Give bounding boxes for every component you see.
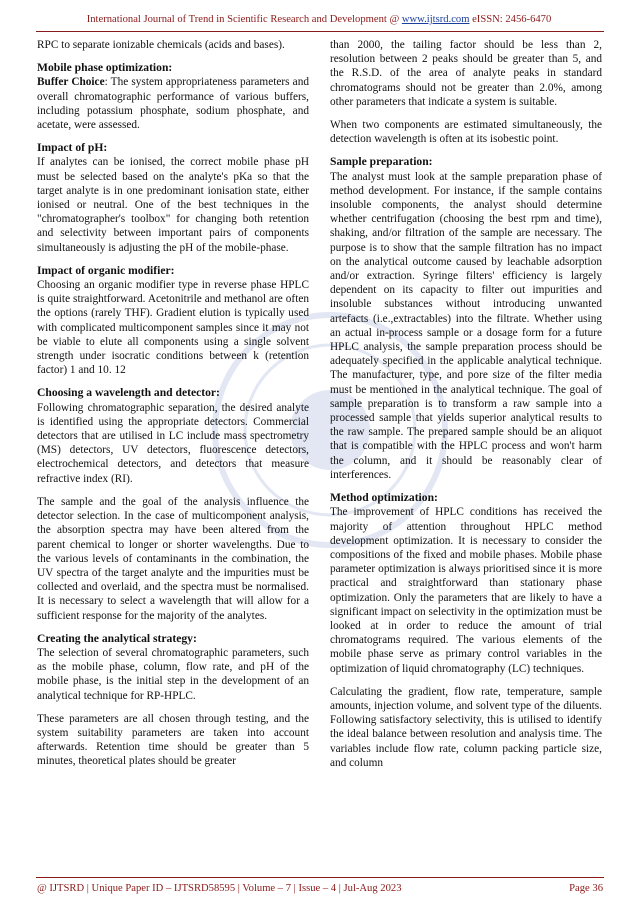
issn: eISSN: 2456-6470 xyxy=(469,14,552,25)
paragraph: Choosing an organic modifier type in reverse phase HPLC is quite straightforward. Acetonitrile and methanol are often the options (rarely THF). Gradient elution is typically used with complicated multicomponent samples since it may not be viable to elute all components using a single solvent strength under isocratic conditions between k (retention factor) 1 and 10. 12 xyxy=(37,279,309,377)
paragraph: The sample and the goal of the analysis influence the detector selection. In the case of multicomponent analysis, the absorption spectra may have been altered from the parent chemical to longer or shorter wavelengths. Due to the various levels of contaminants in the combination, the UV spectra of the target analyte and the impurities must be collected and overlaid, and the spectra must be normalised. It is necessary to select a wavelength that will allow for a sufficient response for the majority of the analytes. xyxy=(37,495,309,622)
footer-divider xyxy=(36,877,604,878)
running-footer xyxy=(37,883,603,894)
paragraph: The selection of several chromatographic parameters, such as the mobile phase, column, flow rate, and pH of the mobile phase, is the initial step in the development of an analytical technique for RP-HPLC. xyxy=(37,646,309,702)
page-number: Page 36 xyxy=(569,883,603,894)
section-heading: Choosing a wavelength and detector: xyxy=(37,386,220,400)
paragraph: RPC to separate ionizable chemicals (acids and bases). xyxy=(37,39,285,51)
paragraph: The analyst must look at the sample preparation phase of method development. For instance, if the sample contains insoluble components, the analyst should determine whether centrifugation (choosing the best rpm and time), shaking, and/or filtration of the sample are necessary. The purpose is to show that the sample filtration has no impact on the analytical outcome caused by leachable adsorption and/or extraction. Syringe filters' efficiency is largely dependent on its capacity to filter out impurities and insoluble substances without introducing unwanted artefacts (i.e.,extractables) into the filtrate. Whether using an actual in-process sample or a dosage form for a future HPLC analysis, the sample preparation process should be adequately specified in the applicable analytical technique. The manufacturer, type, and pore size of the filter media must be mentioned in the analytical technique. The goal of sample preparation is to transform a raw sample into a processed sample that yields superior analytical results to the raw sample. The prepared sample should be an aliquot that is compatible with the HPLC process and won't harm the column, and it should be reasonably clear of interferences. xyxy=(330,170,602,481)
section-heading: Impact of organic modifier: xyxy=(37,263,175,277)
left-column xyxy=(37,38,309,778)
footer-paper-info: @ IJTSRD | Unique Paper ID – IJTSRD58595 | Volume – 7 | Issue – 4 | Jul-Aug 2023 xyxy=(37,883,402,894)
paragraph: than 2000, the tailing factor should be less than 2, resolution between 2 peaks should be greater than 5, and the R.S.D. of the area of analyte peaks in standard chromatograms should not be greater than 2.0%, among other parameters that indicate a system is suitable. xyxy=(330,39,602,108)
paragraph-text: : The system appropriateness parameters and overall chromatographic performance of various buffers, including potassium phosphate, sodium phosphate, and acetate, were assessed. xyxy=(37,76,309,132)
section-heading: Method optimization: xyxy=(330,491,438,505)
paragraph: If analytes can be ionised, the correct mobile phase pH must be selected based on the analyte's pKa so that the target analyte is in one predominant ionisation state, either ionised or neutral. One of the best techniques in the "chromatographer's toolbox" for changing both retention and selectivity between important pairs of components simultaneously is adjusting the pH of the mobile-phase. xyxy=(37,156,309,254)
paragraph xyxy=(37,75,309,132)
section-heading: Impact of pH: xyxy=(37,141,108,155)
section-heading: Creating the analytical strategy: xyxy=(37,631,197,645)
paragraph: The improvement of HPLC conditions has received the majority of attention throughout HPLC method development optimization. It is necessary to consider the compositions of the fixed and mobile phases. Mobile phase parameter optimization is always prioritised since it is more practical and straightforward than stationary phase optimization. Only the parameters that are likely to have a significant impact on selectivity in the optimization must be looked at in order to reduce the amount of trial chromatograms required. The various elements of the mobile phase serve as primary control variables in the optimization of liquid chromatography (LC) techniques. xyxy=(330,506,602,675)
paragraph: When two components are estimated simultaneously, the detection wavelength is often at its isobestic point. xyxy=(330,119,602,146)
running-header xyxy=(0,14,638,25)
section-heading: Sample preparation: xyxy=(330,155,433,169)
section-heading: Mobile phase optimization: xyxy=(37,61,173,75)
journal-url-link[interactable]: www.ijtsrd.com xyxy=(401,14,470,25)
paragraph: These parameters are all chosen through testing, and the system suitability parameters are taken into account afterwards. Retention time should be greater than 5 minutes, theoretical plates should be greater xyxy=(37,712,309,768)
paragraph: Following chromatographic separation, the desired analyte is identified using the appropriate detectors. Commercial detectors that are utilised in LC include mass spectrometry (MS) detectors, UV detectors, fluorescence detectors, electrochemical detectors, and detectors that measure refractive index (RI). xyxy=(37,401,309,485)
lead-term: Buffer Choice xyxy=(37,76,105,89)
paragraph: Calculating the gradient, flow rate, temperature, sample amounts, injection volume, and solvent type of the diluents. Following satisfactory selectivity, this is utilised to identify the ideal balance between resolution and analysis time. The variables include flow rate, column packing particle size, and column xyxy=(330,685,602,769)
header-divider xyxy=(36,31,604,32)
right-column xyxy=(330,38,602,779)
journal-name: International Journal of Trend in Scientific Research and Development @ xyxy=(86,14,402,25)
